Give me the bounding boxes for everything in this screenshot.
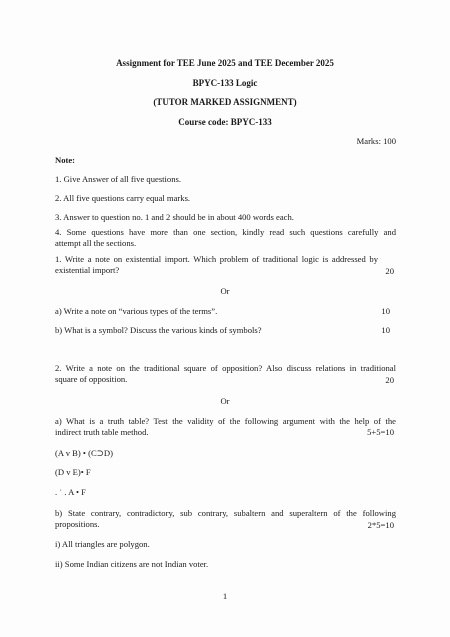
assignment-title: Assignment for TEE June 2025 and TEE December 2025: [116, 58, 334, 68]
course-title: BPYC-133 Logic: [192, 78, 258, 88]
question-1b-marks: 10: [381, 325, 390, 335]
question-2: 2. Write a note on the traditional square of opposition? Also discuss relations in traditional: [55, 363, 396, 373]
question-1-marks: 20: [385, 266, 394, 276]
note-item-3: 3. Answer to question no. 1 and 2 should be in about 400 words each.: [55, 212, 294, 222]
course-code: Course code: BPYC-133: [178, 117, 272, 127]
note-item-1: 1. Give Answer of all five questions.: [55, 174, 182, 184]
question-2a-marks: 5+5=10: [367, 427, 394, 437]
note-item-4-cont: attempt all the sections.: [55, 238, 137, 248]
note-item-4: 4. Some questions have more than one section, kindly read such questions carefully and: [55, 227, 396, 237]
proposition-1: i) All triangles are polygon.: [55, 539, 150, 549]
question-1a-marks: 10: [381, 306, 390, 316]
proposition-2: ii) Some Indian citizens are not Indian voter.: [55, 559, 209, 569]
question-2b: b) State contrary, contradictory, sub contrary, subaltern and superaltern of the following: [55, 508, 396, 518]
note-title: Note:: [55, 155, 76, 165]
or-separator-1: Or: [220, 286, 230, 296]
question-2b-cont: propositions.: [55, 519, 100, 529]
question-2b-marks: 2*5=10: [367, 520, 394, 530]
page-number: 1: [222, 591, 228, 601]
total-marks: Marks: 100: [356, 136, 396, 146]
question-2a: a) What is a truth table? Test the validity of the following argument with the help of the: [55, 416, 396, 426]
or-separator-2: Or: [220, 396, 230, 406]
question-2-marks: 20: [385, 375, 394, 385]
premise-1: (A v B) • (C⊃D): [55, 448, 113, 458]
question-2-cont: square of opposition.: [55, 374, 128, 384]
question-1-cont: existential import?: [55, 265, 120, 275]
question-2a-cont: indirect truth table method.: [55, 427, 149, 437]
note-item-2: 2. All five questions carry equal marks.: [55, 193, 191, 203]
question-1a: a) Write a note on “various types of the terms”.: [55, 306, 218, 316]
question-1b: b) What is a symbol? Discuss the various kinds of symbols?: [55, 325, 262, 335]
conclusion: . ˙ . A • F: [55, 487, 86, 497]
question-1: 1. Write a note on existential import. Which problem of traditional logic is addressed by: [55, 254, 378, 264]
premise-2: (D v E)• F: [55, 467, 91, 477]
assignment-type: (TUTOR MARKED ASSIGNMENT): [153, 97, 297, 107]
